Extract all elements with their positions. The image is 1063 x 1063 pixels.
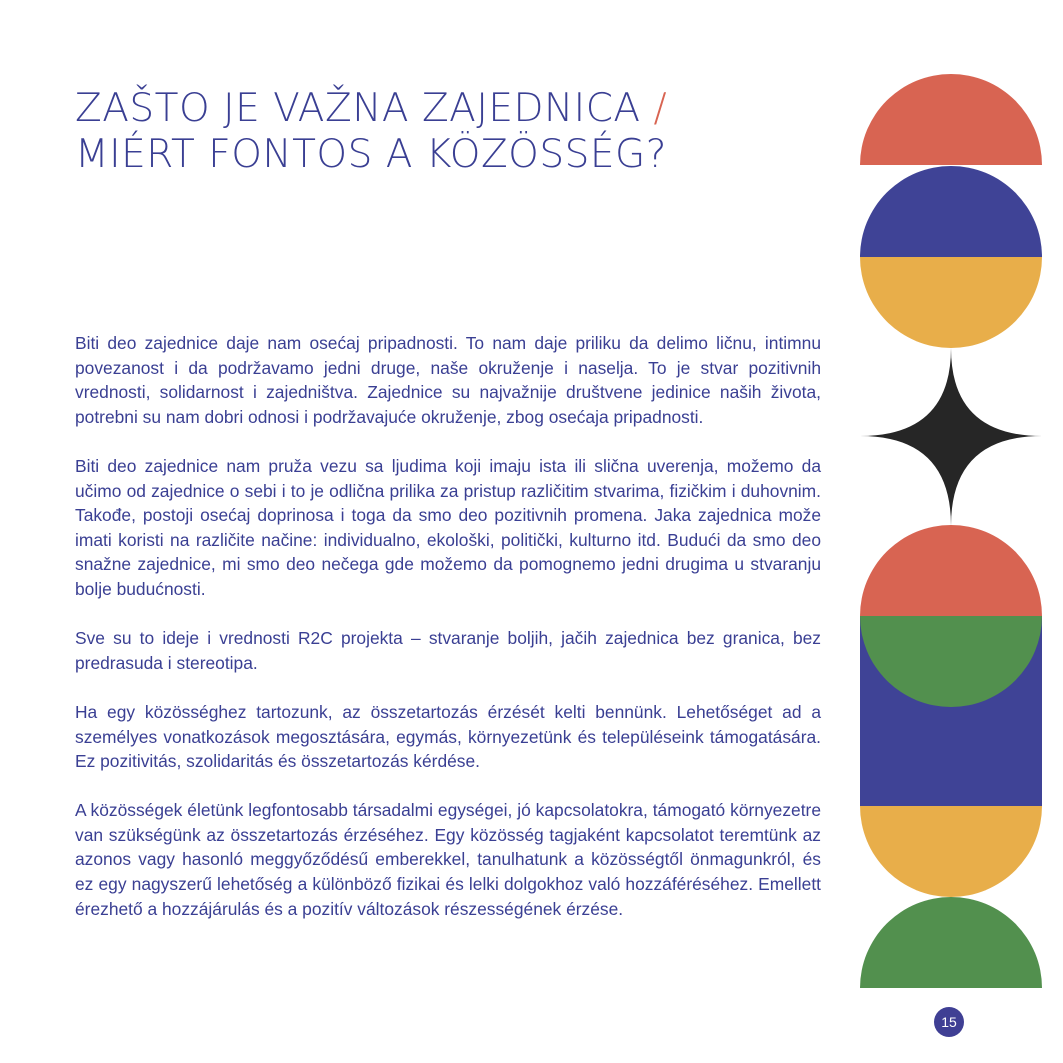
paragraph-3: Sve su to ideje i vrednosti R2C projekta – stvaranje boljih, jačih zajednica bez granica, bez predrasuda i stereotipa. — [75, 628, 821, 673]
yellow-circle-half — [860, 257, 1042, 348]
title-slash: / — [653, 86, 668, 131]
page-number-badge — [934, 1007, 964, 1037]
title-line-1: ZAŠTO JE VAŽNA ZAJEDNICA — [75, 86, 641, 131]
red-half-circle-middle — [860, 525, 1042, 616]
paragraph-1: Biti deo zajednice daje nam osećaj pripadnosti. To nam daje priliku da delimo ličnu, intimnu povezanost i da podržavamo jedni druge, naše okruženje i naselja. To je stvar pozitivnih vrednosti, solidarnost i zajedništva. Zajednice su najvažnije društvene jedinice naših života, potrebni su nam dobri odnosi i podržavajuće okruženje, zbog osećaja pripadnosti. — [75, 333, 821, 427]
paragraph-5: A közösségek életünk legfontosabb társadalmi egységei, jó kapcsolatokra, támogató környezetre van szükségünk az összetartozás érzéséhez. Egy közösség tagjaként kapcsolatot teremtünk az azonos vagy hasonló meggyőződésű emberekkel, tanulhatunk a közösségtől önmagunkról, és ez egy nagyszerű lehetőség a különböző fizikai és lelki dolgokhoz való hozzáféréséhez. Emellett érezhető a hozzájárulás és a pozitív változások részességének érzése. — [75, 800, 821, 919]
body-text — [75, 331, 821, 946]
decorative-shapes — [860, 70, 1042, 990]
page-number: 15 — [941, 1014, 957, 1030]
title-line-2: MIÉRT FONTOS A KÖZÖSSÉG? — [75, 132, 667, 177]
green-half-circle-bottom — [860, 897, 1042, 988]
yellow-half-circle-bowl — [860, 806, 1042, 897]
blue-circle-half — [860, 166, 1042, 257]
paragraph-2: Biti deo zajednice nam pruža vezu sa ljudima koji imaju ista ili slična uverenja, možemo da učimo od zajednice o sebi i to je odlična prilika za pristup različitim stvarima, fizičkim i duhovnim. Takođe, postoji osećaj doprinosa i toga da smo deo pozitivnih promena. Jaka zajednica može imati koristi na različite načine: individualno, ekološki, politički, kulturno itd. Budući da smo deo snažne zajednice, mi smo deo nečega gde možemo da pomognemo jedni drugima u stvaranju bolje budućnosti. — [75, 455, 821, 599]
paragraph-4: Ha egy közösséghez tartozunk, az összetartozás érzését kelti bennünk. Lehetőséget ad a személyes vonatkozások megosztására, egymás, környezetünk és településeink támogatására. Ez pozitivitás, szolidaritás és összetartozás kérdése. — [75, 701, 821, 772]
black-star — [860, 348, 1042, 526]
red-half-circle-top — [860, 74, 1042, 165]
page-title — [75, 86, 835, 178]
